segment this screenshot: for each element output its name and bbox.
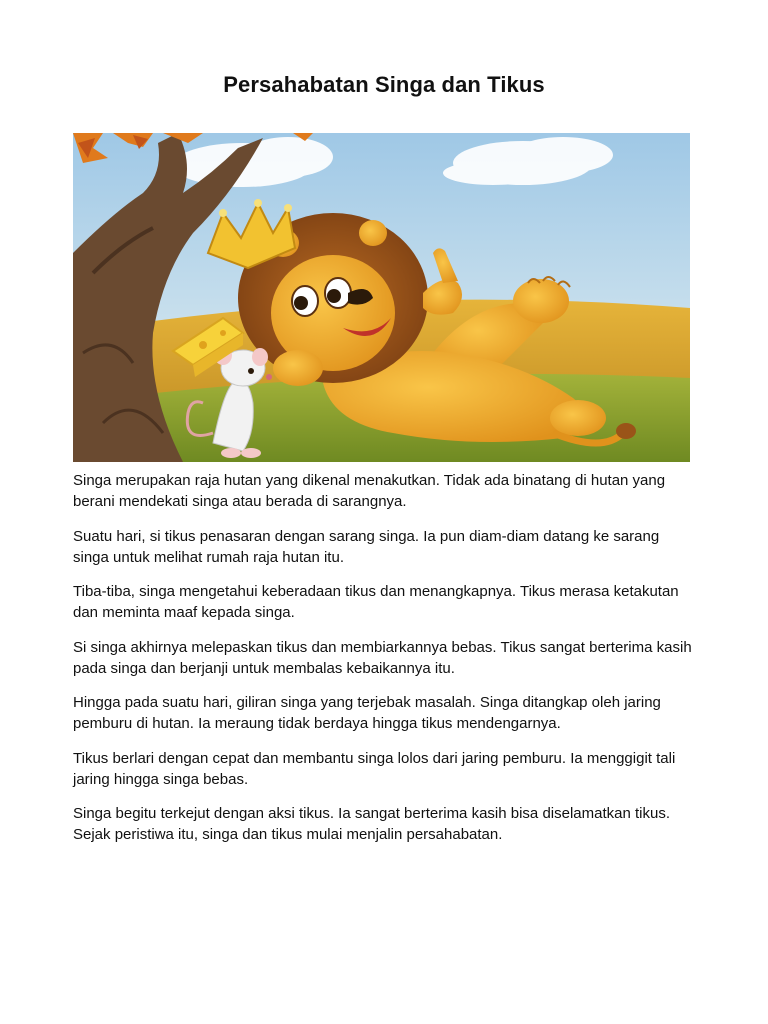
paragraph: Tikus berlari dengan cepat dan membantu singa lolos dari jaring pemburu. Ia menggigit tali jaring hingga singa bebas. [73, 749, 676, 788]
page-title: Persahabatan Singa dan Tikus [223, 72, 545, 97]
paragraph: Singa merupakan raja hutan yang dikenal menakutkan. Tidak ada binatang di hutan yang berani mendekati singa atau berada di sarangnya. [73, 472, 666, 510]
paragraph: Singa begitu terkejut dengan aksi tikus. Ia sangat berterima kasih bisa diselamatkan tikus. Sejak peristiwa itu, singa dan tikus mulai menjalin persahabatan. [73, 805, 670, 843]
story-text [73, 470, 693, 859]
paragraph: Si singa akhirnya melepaskan tikus dan membiarkannya bebas. Tikus sangat berterima kasih pada singa dan berjanji untuk membalas kebaikannya itu. [73, 638, 692, 677]
illustration-svg [73, 133, 690, 462]
lion-and-mouse-illustration [73, 133, 690, 462]
paragraph: Tiba-tiba, singa mengetahui keberadaan tikus dan menangkapnya. Tikus merasa ketakutan dan meminta maaf kepada singa. [73, 583, 679, 621]
paragraph: Suatu hari, si tikus penasaran dengan sarang singa. Ia pun diam-diam datang ke sarang singa untuk melihat rumah raja hutan itu. [73, 527, 660, 566]
paragraph: Hingga pada suatu hari, giliran singa yang terjebak masalah. Singa ditangkap oleh jaring pemburu di hutan. Ia meraung tidak berdaya hingga tikus mendengarnya. [73, 694, 661, 732]
